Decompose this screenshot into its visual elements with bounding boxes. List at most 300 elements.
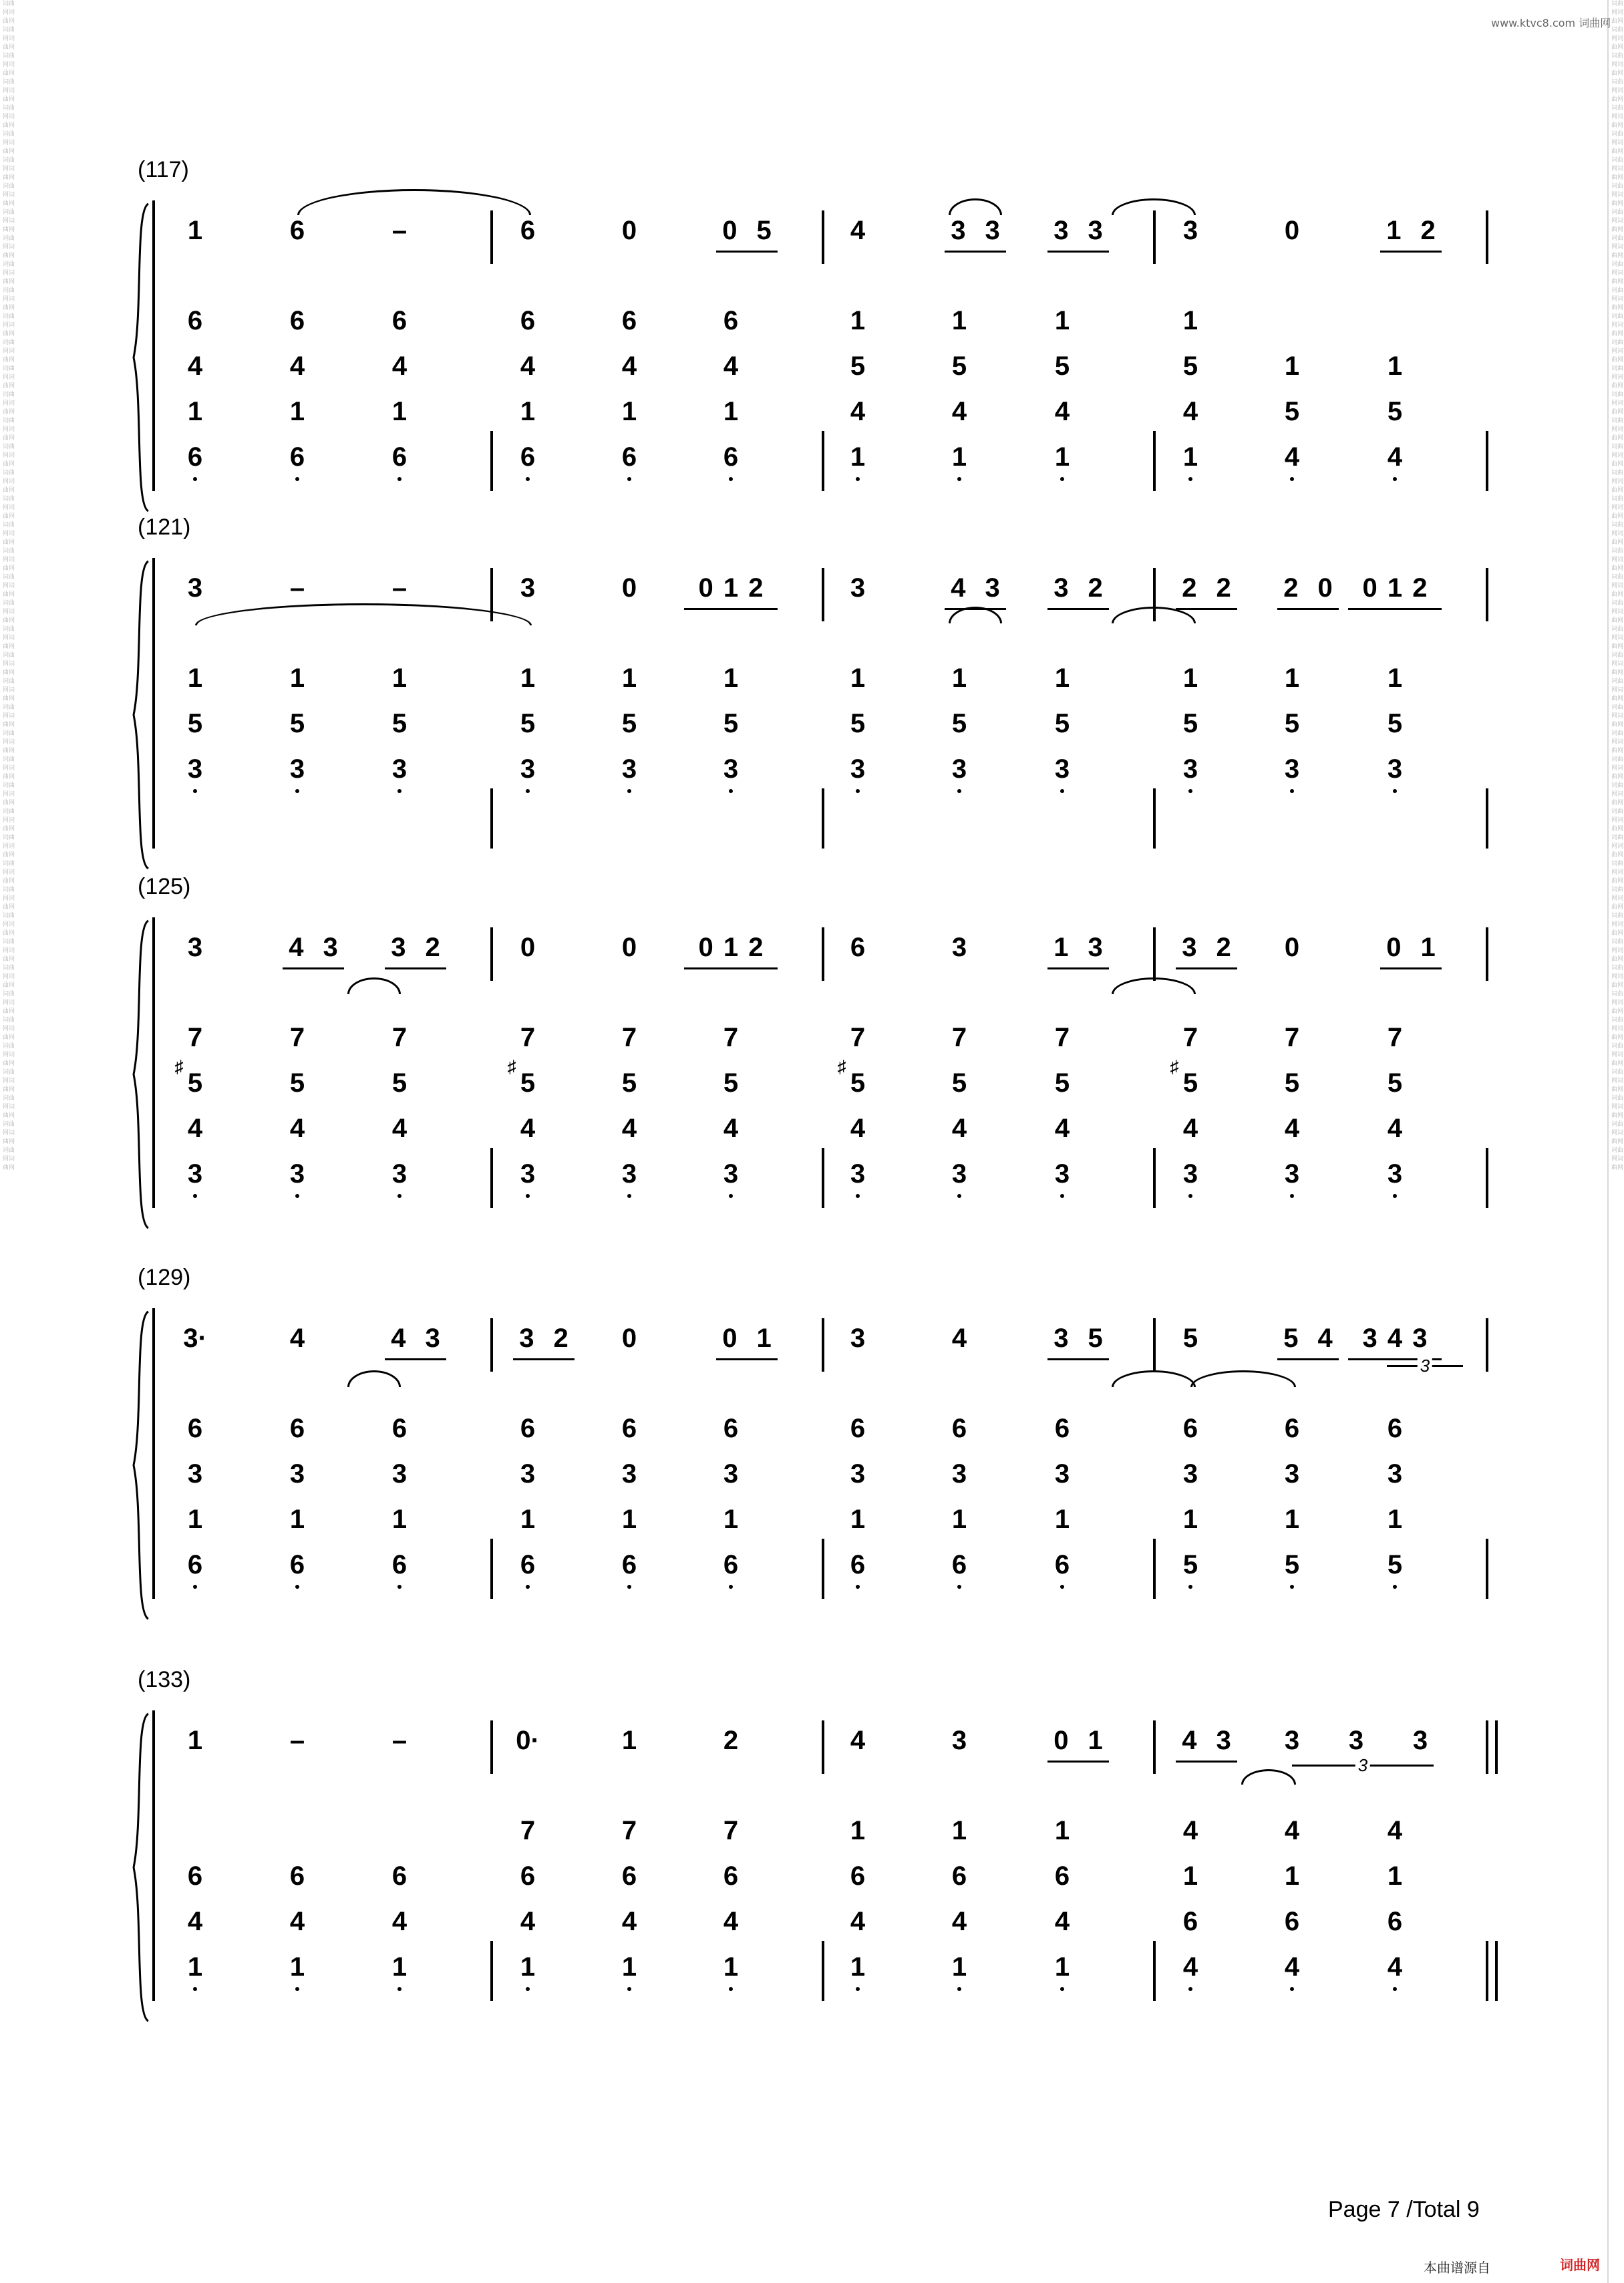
note-group: 4 3 (391, 1324, 440, 1353)
octave-dot (957, 789, 961, 793)
note-digit: 1 (1054, 663, 1070, 693)
note-digit: 5 (621, 1068, 637, 1098)
note-digit: 1 (951, 1816, 967, 1845)
note-digit: 4 (951, 1114, 967, 1143)
sharp-sign: ♯ (1170, 1056, 1179, 1076)
note-group: 5 4 (1283, 1324, 1333, 1353)
note-digit: 6 (621, 1414, 637, 1443)
system-line (152, 1308, 155, 1599)
note-digit: 5 (520, 709, 536, 738)
note-group: 0 1 2 (1362, 573, 1428, 603)
note-digit: 4 (187, 1114, 203, 1143)
note-digit: 5 (289, 709, 305, 738)
octave-dot (856, 1987, 860, 1991)
note-digit: 5 (391, 709, 408, 738)
barline (490, 788, 493, 849)
octave-dot (193, 477, 197, 481)
eighth-underline (1277, 1358, 1339, 1360)
note-digit: 1 (520, 1505, 536, 1534)
note-digit: 6 (621, 1861, 637, 1891)
note-digit: 6 (1284, 1907, 1300, 1936)
note-digit: 7 (289, 1023, 305, 1052)
note-digit: 1 (520, 1952, 536, 1982)
barline (822, 1539, 824, 1599)
note-digit: 1 (951, 1505, 967, 1534)
tuplet-number: 3 (1355, 1755, 1370, 1776)
note-digit: 1 (187, 1952, 203, 1982)
octave-dot (1060, 1585, 1064, 1589)
note-digit: 1 (520, 397, 536, 426)
final-barline (1495, 1941, 1498, 2001)
note-digit: 4 (951, 397, 967, 426)
note-digit: 3 (520, 754, 536, 784)
barline (490, 1318, 493, 1372)
note-digit: 6 (187, 1861, 203, 1891)
note-digit: 3 (951, 1159, 967, 1189)
note-digit: 4 (621, 1907, 637, 1936)
tie-slur (1112, 977, 1196, 994)
note-digit: 0 (520, 933, 536, 962)
note-digit: 1 (723, 397, 739, 426)
barline (1486, 568, 1488, 621)
octave-dot (856, 477, 860, 481)
note-digit: 6 (187, 1414, 203, 1443)
eighth-underline (1047, 251, 1109, 253)
octave-dot (729, 1987, 733, 1991)
note-digit: 5 (850, 1068, 866, 1098)
note-digit: 1 (1387, 351, 1403, 381)
tie-slur (297, 189, 531, 215)
note-digit: 6 (723, 1550, 739, 1579)
octave-dot (526, 1194, 530, 1198)
note-group: 3 2 (1182, 933, 1231, 962)
note-digit: 5 (723, 1068, 739, 1098)
measure-number: (121) (138, 514, 191, 540)
note-digit: 7 (520, 1816, 536, 1845)
eighth-underline (385, 1358, 446, 1360)
eighth-underline (1277, 608, 1339, 610)
note-digit: 6 (850, 933, 866, 962)
note-digit: – (289, 573, 305, 603)
eighth-underline (513, 1358, 575, 1360)
eighth-underline (1047, 608, 1109, 610)
barline (822, 927, 824, 981)
note-digit: 1 (723, 1952, 739, 1982)
note-digit: 6 (391, 306, 408, 335)
note-digit: 4 (391, 1907, 408, 1936)
octave-dot (1188, 1194, 1192, 1198)
eighth-underline (684, 608, 778, 610)
note-digit: 6 (621, 442, 637, 472)
note-digit: 4 (289, 1324, 305, 1353)
octave-dot (856, 1194, 860, 1198)
note-digit: 3 (187, 573, 203, 603)
note-digit: 3 (1284, 1159, 1300, 1189)
note-digit: 3 (850, 1324, 866, 1353)
note-digit: 6 (520, 442, 536, 472)
note-digit: 5 (289, 1068, 305, 1098)
barline (490, 927, 493, 981)
note-digit: 4 (621, 1114, 637, 1143)
tie-slur (347, 977, 401, 994)
note-digit: 6 (391, 442, 408, 472)
tuplet-bracket (1387, 1356, 1463, 1376)
note-digit: 4 (391, 1114, 408, 1143)
system-brace (131, 1714, 151, 2021)
octave-dot (627, 1585, 631, 1589)
note-digit: 6 (1387, 1414, 1403, 1443)
note-digit: 6 (391, 1414, 408, 1443)
octave-dot (957, 477, 961, 481)
note-digit: 5 (951, 1068, 967, 1098)
note-digit: 5 (621, 709, 637, 738)
note-digit: 4 (850, 1114, 866, 1143)
note-digit: 7 (520, 1023, 536, 1052)
note-digit: 4 (1284, 1114, 1300, 1143)
note-digit: 1 (1182, 1505, 1198, 1534)
octave-dot (193, 789, 197, 793)
note-digit: 6 (1182, 1907, 1198, 1936)
barline (1153, 1720, 1156, 1774)
note-digit: 1 (1284, 351, 1300, 381)
octave-dot (1060, 789, 1064, 793)
note-digit: 6 (1387, 1907, 1403, 1936)
note-digit: 6 (1182, 1414, 1198, 1443)
note-digit: 6 (621, 1550, 637, 1579)
note-digit: 3 (1412, 1726, 1428, 1755)
note-digit: 1 (1182, 1861, 1198, 1891)
barline (1486, 1539, 1488, 1599)
octave-dot (295, 1194, 299, 1198)
note-digit: 4 (723, 1114, 739, 1143)
note-digit: 6 (520, 1550, 536, 1579)
barline (1153, 927, 1156, 981)
octave-dot (193, 1987, 197, 1991)
note-digit: 5 (850, 709, 866, 738)
sharp-sign: ♯ (837, 1056, 846, 1076)
note-digit: 1 (621, 397, 637, 426)
note-digit: 5 (1387, 1550, 1403, 1579)
final-barline (1495, 1720, 1498, 1774)
watermark-strip-right: 词曲网词曲网词曲网词曲网词曲网词曲网词曲网词曲网词曲网词曲网词曲网词曲网词曲网词曲网词曲网词曲网词曲网词曲网词曲网词曲网词曲网词曲网词曲网词曲网词曲网词曲网词曲网词曲网词曲网词曲网词曲网词曲网词曲网词曲网词曲网词曲网词曲网词曲网词曲网词曲网词曲网词曲网词曲网词曲网词曲网词曲网词曲网词曲网词曲网词曲网词曲网词曲网词曲网词曲网词曲网词曲网词曲网词曲网词曲网词曲网词曲网词曲网词曲网词曲网词曲网词曲网词曲网词曲网词曲网词曲网词曲网词曲网词曲网词曲网词曲网词曲网词曲网词曲网词曲网词曲网词曲网词曲网词曲网词曲网词曲网词曲网词曲网词曲网词曲网词曲网 (1607, 0, 1624, 2283)
note-digit: 0· (516, 1726, 540, 1755)
octave-dot (1393, 1194, 1397, 1198)
footer-source-label: 本曲谱源自 (1424, 2260, 1490, 2276)
note-digit: 4 (391, 351, 408, 381)
note-digit: 6 (289, 1414, 305, 1443)
note-digit: 0 (621, 573, 637, 603)
barline (490, 1720, 493, 1774)
note-digit: 5 (1054, 1068, 1070, 1098)
note-digit: 7 (723, 1023, 739, 1052)
note-digit: 1 (187, 663, 203, 693)
octave-dot (193, 1585, 197, 1589)
note-digit: 1 (1387, 1505, 1403, 1534)
note-digit: 5 (723, 709, 739, 738)
barline (490, 1539, 493, 1599)
note-digit: 4 (1387, 1114, 1403, 1143)
note-digit: 3 (187, 933, 203, 962)
note-digit: 5 (1182, 1324, 1198, 1353)
octave-dot (526, 477, 530, 481)
note-digit: 3 (187, 1159, 203, 1189)
note-digit: 1 (1054, 1816, 1070, 1845)
note-digit: 4 (1284, 1952, 1300, 1982)
tie-slur (949, 198, 1002, 215)
note-digit: 6 (723, 1861, 739, 1891)
note-digit: 3 (1182, 216, 1198, 245)
eighth-underline (1047, 967, 1109, 969)
note-digit: 7 (1387, 1023, 1403, 1052)
note-digit: 5 (951, 709, 967, 738)
octave-dot (295, 789, 299, 793)
measure-number: (133) (138, 1667, 191, 1692)
note-digit: 1 (951, 1952, 967, 1982)
octave-dot (397, 1194, 401, 1198)
octave-dot (856, 1585, 860, 1589)
note-digit: 6 (951, 1550, 967, 1579)
note-digit: 6 (951, 1861, 967, 1891)
note-digit: 4 (1387, 1952, 1403, 1982)
note-digit: 1 (289, 663, 305, 693)
note-digit: 1 (1054, 442, 1070, 472)
note-digit: 4 (289, 1907, 305, 1936)
final-barline (1486, 1941, 1488, 2001)
barline (1486, 1148, 1488, 1208)
note-digit: 3 (850, 573, 866, 603)
eighth-underline (385, 967, 446, 969)
barline (822, 1318, 824, 1372)
note-digit: 4 (1054, 1907, 1070, 1936)
barline (822, 1148, 824, 1208)
watermark-strip-left: 词曲网词曲网词曲网词曲网词曲网词曲网词曲网词曲网词曲网词曲网词曲网词曲网词曲网词曲网词曲网词曲网词曲网词曲网词曲网词曲网词曲网词曲网词曲网词曲网词曲网词曲网词曲网词曲网词曲网词曲网词曲网词曲网词曲网词曲网词曲网词曲网词曲网词曲网词曲网词曲网词曲网词曲网词曲网词曲网词曲网词曲网词曲网词曲网词曲网词曲网词曲网词曲网词曲网词曲网词曲网词曲网词曲网词曲网词曲网词曲网词曲网词曲网词曲网词曲网词曲网词曲网词曲网词曲网词曲网词曲网词曲网词曲网词曲网词曲网词曲网词曲网词曲网词曲网词曲网词曲网词曲网词曲网词曲网词曲网词曲网词曲网词曲网词曲网词曲网词曲网 (2, 1, 15, 1171)
octave-dot (397, 1987, 401, 1991)
note-digit: 4 (520, 351, 536, 381)
note-digit: 4 (187, 351, 203, 381)
octave-dot (729, 1194, 733, 1198)
site-url[interactable]: www.ktvc8.com 词曲网 (1491, 17, 1611, 29)
note-digit: 5 (1182, 1068, 1198, 1098)
octave-dot (1290, 477, 1294, 481)
tie-slur (1112, 1370, 1196, 1387)
note-digit: 4 (850, 1726, 866, 1755)
note-group: 0 1 (1386, 933, 1436, 962)
octave-dot (526, 789, 530, 793)
octave-dot (295, 1585, 299, 1589)
octave-dot (856, 789, 860, 793)
note-group: 3 2 (391, 933, 440, 962)
note-group: 4 3 (1182, 1726, 1231, 1755)
note-digit: 7 (1284, 1023, 1300, 1052)
note-digit: 3 (850, 1159, 866, 1189)
octave-dot (295, 477, 299, 481)
eighth-underline (1047, 1761, 1109, 1763)
octave-dot (627, 789, 631, 793)
note-digit: 6 (850, 1414, 866, 1443)
barline (822, 568, 824, 621)
note-digit: 6 (520, 1414, 536, 1443)
note-digit: 1 (391, 1505, 408, 1534)
note-digit: 1 (289, 1505, 305, 1534)
system-line (152, 1710, 155, 2001)
note-digit: 7 (621, 1816, 637, 1845)
note-digit: 5 (391, 1068, 408, 1098)
note-digit: 5 (1054, 709, 1070, 738)
note-digit: 6 (289, 1550, 305, 1579)
note-digit: 3 (621, 1159, 637, 1189)
barline (822, 1941, 824, 2001)
note-digit: 4 (1182, 397, 1198, 426)
note-digit: 5 (951, 351, 967, 381)
tie-slur (1190, 1370, 1296, 1387)
note-digit: 1 (1387, 663, 1403, 693)
octave-dot (729, 1585, 733, 1589)
note-digit: – (391, 216, 408, 245)
note-digit: 5 (850, 351, 866, 381)
tie-slur (347, 1370, 401, 1387)
eighth-underline (1176, 608, 1237, 610)
note-digit: 1 (850, 663, 866, 693)
note-digit: 1 (391, 663, 408, 693)
barline (1153, 1941, 1156, 2001)
octave-dot (295, 1987, 299, 1991)
note-digit: 3 (951, 1459, 967, 1489)
note-group: 3 3 (951, 216, 1000, 245)
note-digit: – (391, 573, 408, 603)
sharp-sign: ♯ (507, 1056, 516, 1076)
sharp-sign: ♯ (174, 1056, 184, 1076)
system-line (152, 200, 155, 491)
measure-number: (117) (138, 157, 189, 182)
note-digit: 5 (1284, 709, 1300, 738)
barline (822, 431, 824, 491)
note-digit: 3 (1054, 1459, 1070, 1489)
note-digit: 5 (1284, 1068, 1300, 1098)
octave-dot (526, 1585, 530, 1589)
note-group: 0 1 (722, 1324, 772, 1353)
octave-dot (1290, 1585, 1294, 1589)
note-digit: 2 (723, 1726, 739, 1755)
note-digit: 1 (187, 216, 203, 245)
octave-dot (1188, 477, 1192, 481)
note-digit: 4 (1054, 397, 1070, 426)
note-digit: 3 (850, 1459, 866, 1489)
barline (822, 210, 824, 264)
note-group: 1 3 (1053, 933, 1103, 962)
barline (822, 788, 824, 849)
note-digit: 5 (187, 1068, 203, 1098)
tie-slur (1241, 1769, 1296, 1785)
note-digit: 4 (850, 1907, 866, 1936)
note-digit: 6 (520, 216, 536, 245)
note-digit: 1 (391, 1952, 408, 1982)
note-digit: 4 (723, 1907, 739, 1936)
note-digit: 5 (1182, 351, 1198, 381)
note-digit: – (289, 1726, 305, 1755)
note-digit: 1 (1284, 1505, 1300, 1534)
barline (490, 431, 493, 491)
octave-dot (1290, 789, 1294, 793)
note-digit: 1 (621, 1952, 637, 1982)
note-digit: 4 (1182, 1816, 1198, 1845)
note-digit: 1 (850, 442, 866, 472)
note-digit: 1 (520, 663, 536, 693)
tie-slur (1112, 198, 1196, 215)
octave-dot (1060, 1987, 1064, 1991)
note-digit: 6 (723, 306, 739, 335)
note-group: 2 0 (1283, 573, 1333, 603)
note-digit: 3 (951, 1726, 967, 1755)
tuplet-bracket (1292, 1755, 1434, 1775)
note-digit: 6 (1054, 1414, 1070, 1443)
note-digit: 3 (951, 933, 967, 962)
octave-dot (1188, 1585, 1192, 1589)
note-digit: 6 (723, 1414, 739, 1443)
final-barline (1486, 1720, 1488, 1774)
note-digit: 6 (187, 306, 203, 335)
note-digit: 4 (951, 1324, 967, 1353)
barline (490, 210, 493, 264)
note-digit: 3 (1387, 1459, 1403, 1489)
note-digit: 1 (1182, 306, 1198, 335)
note-digit: 7 (1182, 1023, 1198, 1052)
note-digit: 4 (1387, 442, 1403, 472)
note-digit: 1 (289, 397, 305, 426)
note-digit: 4 (1284, 1816, 1300, 1845)
octave-dot (397, 477, 401, 481)
note-group: 4 3 (951, 573, 1000, 603)
note-digit: 5 (187, 709, 203, 738)
octave-dot (957, 1987, 961, 1991)
note-digit: 1 (1387, 1861, 1403, 1891)
system-line (152, 917, 155, 1208)
note-digit: 3 (621, 1459, 637, 1489)
note-digit: 3 (1387, 754, 1403, 784)
note-group: 3 2 (1053, 573, 1103, 603)
note-digit: 3 (289, 754, 305, 784)
system-brace (131, 204, 151, 511)
note-digit: 7 (621, 1023, 637, 1052)
note-digit: 5 (1387, 1068, 1403, 1098)
note-digit: 6 (621, 306, 637, 335)
note-digit: 6 (391, 1861, 408, 1891)
eighth-underline (945, 251, 1006, 253)
barline (1153, 1539, 1156, 1599)
note-digit: 4 (520, 1114, 536, 1143)
note-digit: 1 (289, 1952, 305, 1982)
note-digit: 6 (850, 1550, 866, 1579)
eighth-underline (716, 1358, 778, 1360)
barline (1153, 210, 1156, 264)
note-digit: 5 (1182, 709, 1198, 738)
note-digit: 1 (1284, 1861, 1300, 1891)
note-digit: 3· (183, 1324, 207, 1353)
note-digit: 3 (951, 754, 967, 784)
octave-dot (627, 477, 631, 481)
note-digit: 3 (187, 1459, 203, 1489)
note-digit: 0 (621, 216, 637, 245)
note-digit: 1 (1182, 663, 1198, 693)
note-digit: 1 (850, 1505, 866, 1534)
note-digit: 3 (723, 1159, 739, 1189)
barline (1153, 431, 1156, 491)
note-digit: 3 (1182, 1159, 1198, 1189)
footer-logo: 词曲网 (1560, 2257, 1600, 2273)
barline (1153, 1318, 1156, 1372)
note-digit: 1 (1054, 306, 1070, 335)
note-digit: 1 (1054, 1952, 1070, 1982)
note-digit: 3 (520, 1459, 536, 1489)
